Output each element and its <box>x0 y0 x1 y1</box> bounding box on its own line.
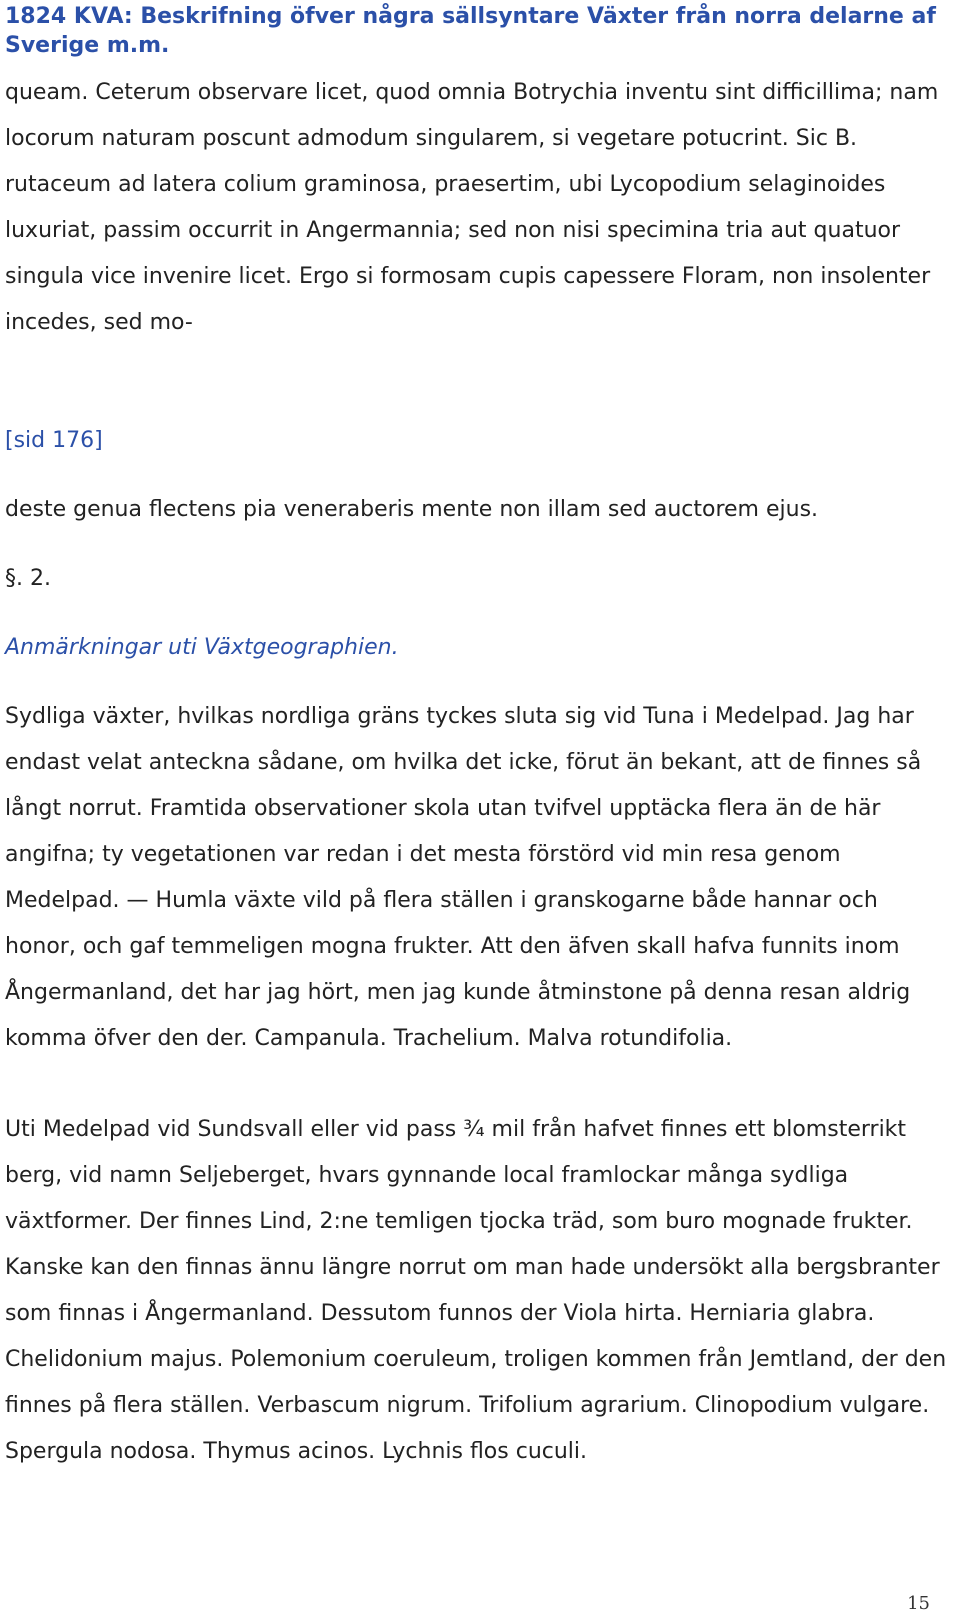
paragraph-latin-continuation: deste genua flectens pia veneraberis mente non illam sed auctorem ejus. <box>5 497 819 522</box>
page-number: 15 <box>907 1593 930 1614</box>
document-title: 1824 KVA: Beskrifning öfver några sällsyntare Växter från norra delarne af Sverige m.m. <box>5 4 936 58</box>
paragraph-latin-botrychia: queam. Ceterum observare licet, quod omnia Botrychia inventu sint difficillima; nam locorum naturam poscunt admodum singularem, si vegetare potucrint. Sic B. rutaceum ad latera colium graminosa, praesertim, ubi Lycopodium selaginoides luxuriat, passim occurrit in Angermannia; sed non nisi specimina tria aut quatuor singula vice invenire licet. Ergo si formosam cupis capessere Floram, non insolenter incedes, sed mo- <box>5 80 939 335</box>
paragraph-medelpad-seljeberget: Uti Medelpad vid Sundsvall eller vid pass ¾ mil från hafvet finnes ett blomsterrikt berg, vid namn Seljeberget, hvars gynnande local framlockar många sydliga växtformer. Der finnes Lind, 2:ne temligen tjocka träd, som buro mognade frukter. Kanske kan den finnas ännu längre norrut om man hade undersökt alla bergsbranter som finnas i Ångermanland. Dessutom funnos der Viola hirta. Herniaria glabra. Chelidonium majus. Polemonium coeruleum, troligen kommen från Jemtland, der den finnes på flera ställen. Verbascum nigrum. Trifolium agrarium. Clinopodium vulgare. Spergula nodosa. Thymus acinos. Lychnis flos cuculi. <box>5 1117 947 1464</box>
paragraph-sydliga-vaxter: Sydliga växter, hvilkas nordliga gräns tyckes sluta sig vid Tuna i Medelpad. Jag har endast velat anteckna sådane, om hvilka det icke, förut än bekant, att de finnes så långt norrut. Framtida observationer skola utan tvifvel upptäcka flera än de här angifna; ty vegetationen var redan i det mesta förstörd vid min resa genom Medelpad. — Humla växte vild på flera ställen i granskogarne både hannar och honor, och gaf temmeligen mogna frukter. Att den äfven skall hafva funnits inom Ångermanland, det har jag hört, men jag kunde åtminstone på denna resan aldrig komma öfver den der. Campanula. Trachelium. Malva rotundifolia. <box>5 704 922 1051</box>
section-heading: Anmärkningar uti Växtgeographien. <box>5 635 399 660</box>
page-reference-link[interactable]: [sid 176] <box>5 428 103 453</box>
section-number: §. 2. <box>5 566 51 591</box>
